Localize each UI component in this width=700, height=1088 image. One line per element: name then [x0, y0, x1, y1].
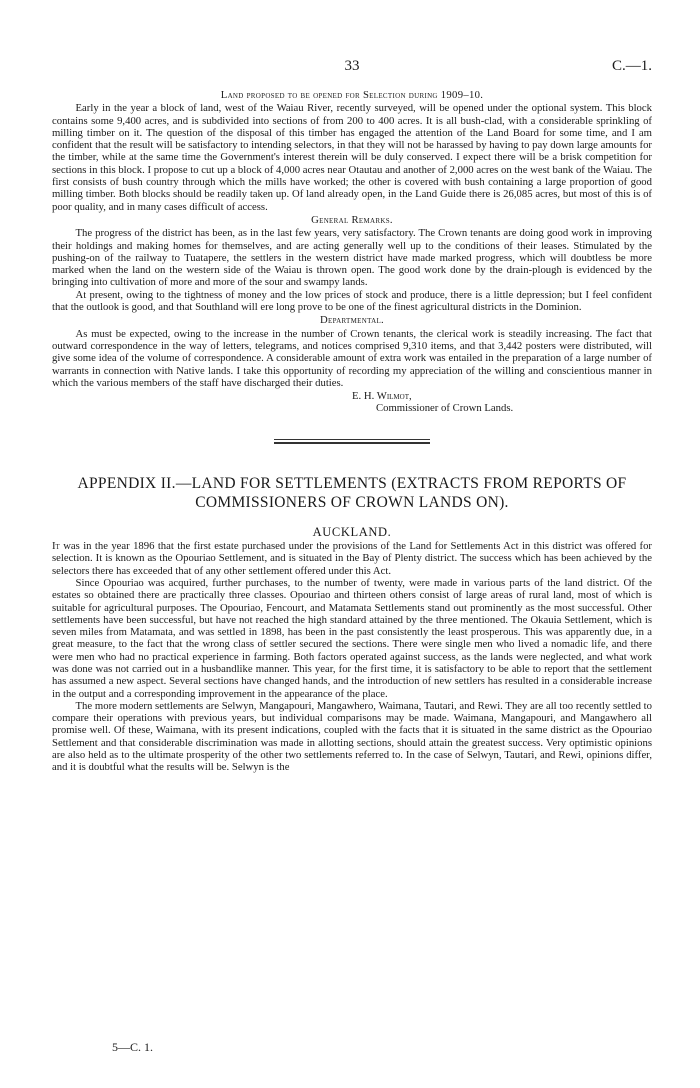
- region-heading: AUCKLAND.: [312, 524, 392, 539]
- section-divider: [274, 439, 430, 444]
- page-number: 33: [344, 58, 360, 74]
- signature-name: E. H. Wilmot,: [352, 390, 412, 403]
- section-heading-departmental: Departmental.: [320, 314, 384, 327]
- signature-mark: 5—C. 1.: [112, 1040, 154, 1054]
- paragraph-text: was in the year 1896 that the first estate purchased under the provisions of the Land for Settlements Act in this district was offered for selection. It is known as the Opouriao Settlement, and is situated in the Bay of Plenty district. The success which has been achieved by the selectors there has exceeded that of any other settlement offered under this Act.: [52, 540, 652, 577]
- paragraph: As must be expected, owing to the increase in the number of Crown tenants, the clerical work is steadily increasing. The fact that outward correspondence in the way of letters, telegrams, and notices comprised 9,310 items, and that 3,442 posters were distributed, will give some idea of the volume of correspondence. A considerable amount of extra work was entailed in the preparation of a large number of warrants in connection with Native lands. I take this opportunity of recording my appreciation of the willing and conscientious manner in which the various members of the staff have discharged their duties.: [52, 327, 652, 389]
- paragraph: [52, 540, 652, 577]
- paragraph: Since Opouriao was acquired, further purchases, to the number of twenty, were made in various parts of the land district. Of the estates so obtained there are practically three classes. Opouriao and thirteen others consist of large areas of rural land, most of which is suitable for agricultural purposes. The Opouriao, Fencourt, and Matamata Settlements stand out prominently as the most successful. Other settlements have been successful, but have not reached the high standard attained by the three mentioned. The Okauia Settlement, which is seven miles from Matamata, and was settled in 1898, has been in the past consistently the least prosperous. This was apparently due, in a great measure, to the fact that the wrong class of settler secured the sections. There were single men who lived a nomadic life, and there were men who had no practical experience in farming. Both factors operated against success, as the lands were neglected, and what work was done was not carried out in a husbandlike manner. This year, for the first time, it is satisfactory to be able to report that the settlement has assumed a new aspect. Several sections have changed hands, and the introduction of new settlers has resulted in a considerable increase in the output and a corresponding improvement in the appearance of the place.: [52, 576, 652, 700]
- signature-title: Commissioner of Crown Lands.: [376, 402, 514, 415]
- paragraph: At present, owing to the tightness of money and the low prices of stock and produce, there is a little depression; but I feel confident that the outlook is good, and that Southland will ere long prove to be one of the finest agricultural districts in the Dominion.: [52, 288, 652, 314]
- paragraph: The progress of the district has been, as in the last few years, very satisfactory. The Crown tenants are doing good work in improving their holdings and making homes for themselves, and are acting generally well up to the conditions of their leases. Stimulated by the pushing-on of the railway to Tuatapere, the settlers in the western district have made marked progress, which will doubtless be more marked when the land on the western side of the Waiau is thrown open. The good work done by the drain-plough is evidenced by the bringing into cultivation of more and more of the sour and swampy lands.: [52, 227, 652, 289]
- page-header: [52, 58, 652, 78]
- signature-block: [352, 390, 652, 415]
- section-heading-land-proposed: Land proposed to be opened for Selection during 1909–10.: [220, 89, 484, 101]
- document-reference: C.—1.: [611, 58, 652, 74]
- page-content: [52, 88, 652, 774]
- drop-word: It: [52, 540, 60, 553]
- section-heading-general-remarks: General Remarks.: [311, 213, 393, 226]
- paragraph: Early in the year a block of land, west of the Waiau River, recently surveyed, will be opened under the optional system. This block contains some 9,400 acres, and is subdivided into sections of from 200 to 400 acres. It is all bush-clad, with a considerable sprinkling of milling timber on it. The question of the disposal of this timber has engaged the attention of the Land Board for some time, and I am confident that the result will be satisfactory to intending selectors, in that they will not be harassed by having to pay down large amounts for the timber, while at the same time the Government's interest therein will be duly conserved. I expect there will be a brisk competition for sections in this block. I propose to cut up a block of 4,000 acres near Otautau and another of 2,000 acres on the west bank of the Waiau. The first consists of bush country through which the mills have worked; the other is covered with bush containing a large proportion of good milling timber. Both blocks should be readily taken up. Of land already open, in the Land Guide there is 26,085 acres, but most of this is of poor quality, and in many cases difficult of access.: [52, 102, 652, 213]
- appendix-title: APPENDIX II.—LAND FOR SETTLEMENTS (EXTRACTS FROM REPORTS OF COMMISSIONERS OF CROWN LANDS ON).: [77, 474, 627, 511]
- paragraph: The more modern settlements are Selwyn, Mangapouri, Mangawhero, Waimana, Tautari, and Rewi. They are all too recently settled to compare their operations with previous years, but individual comparisons may be made. Waimana, Mangapouri, and Mangawhero all promise well. Of these, Waimana, with its present indications, coupled with the facts that it is situated in the same district as the Opouriao Settlement and that considerable discrimination was made in allotting sections, should attain the greatest success. Very optimistic opinions are also held as to the ultimate prosperity of the other two settlements referred to. In the case of Selwyn, Tautari, and Rewi, opinions differ, and it is doubtful what the results will be. Selwyn is the: [52, 699, 652, 774]
